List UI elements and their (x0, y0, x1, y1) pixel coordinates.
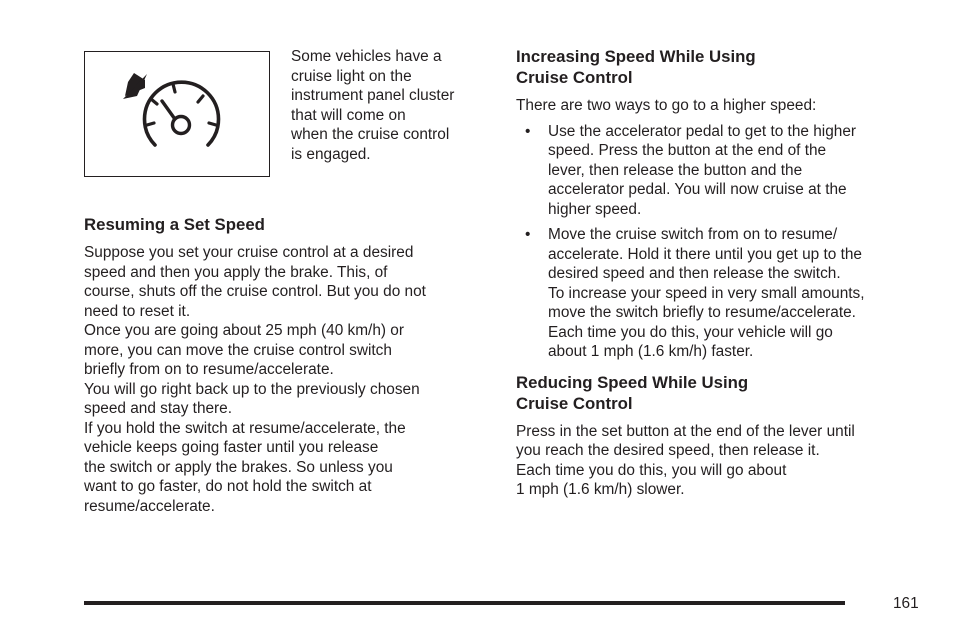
paragraph: Once you are going about 25 mph (40 km/h) or more, you can move the cruise control switch briefly from on to resume/accelerate. (84, 322, 404, 378)
right-column (516, 46, 920, 500)
intro-text: There are two ways to go to a higher speed: (516, 97, 817, 114)
paragraph: If you hold the switch at resume/accelerate, the vehicle keeps going faster until you release the switch or apply the brakes. So unless you want to go faster, do not hold the switch at resume/accelerate. (84, 419, 406, 515)
caption-line: cruise light on the (291, 67, 412, 85)
paragraph: Press in the set button at the end of the lever until you reach the desired speed, then release it. Each time you do this, you will go about 1 mph (1.6 km/h) slower. (516, 422, 855, 498)
bullet-list (516, 122, 920, 362)
section-heading-resuming: Resuming a Set Speed (84, 215, 265, 234)
section-heading-increasing: Increasing Speed While Using Cruise Control (516, 47, 756, 87)
footer-rule (84, 601, 845, 605)
caption-line: when the cruise control (291, 126, 450, 143)
list-item: • Use the accelerator pedal to get to the higher speed. Press the button at the end of the lever, then release the button and the accelerator pedal. You will now cruise at the higher speed. (525, 122, 857, 218)
page-number: 161 (893, 595, 919, 612)
caption-line: that will come on (291, 106, 406, 124)
gauge-arc (145, 82, 219, 145)
list-item: • Move the cruise switch from on to resume/ accelerate. Hold it there until you get up to the desired speed and then release the switch. To increase your speed in very small amounts, move the switch briefly to resume/accelerate. Each time you do this, your vehicle will go about 1 mph (1.6 km/h) faster. (525, 226, 865, 360)
bullet-marker: • (525, 122, 531, 140)
left-column (84, 214, 490, 516)
paragraph: Suppose you set your cruise control at a desired speed and then you apply the brake. This, of course, shuts off the cruise control. But you do not need to reset it. (84, 244, 426, 320)
caption-line: is engaged. (291, 145, 371, 163)
bullet-marker: • (525, 226, 531, 243)
cruise-control-speedometer-icon (85, 52, 269, 176)
caption-line: Some vehicles have a (291, 48, 442, 65)
paragraph: You will go right back up to the previously chosen speed and stay there. (84, 380, 420, 417)
section-heading-reducing: Reducing Speed While Using Cruise Control (516, 372, 749, 413)
icon-caption (291, 47, 496, 164)
caption-line: instrument panel cluster (291, 87, 455, 104)
cruise-light-figure (84, 51, 270, 177)
gauge-hub (173, 117, 190, 134)
